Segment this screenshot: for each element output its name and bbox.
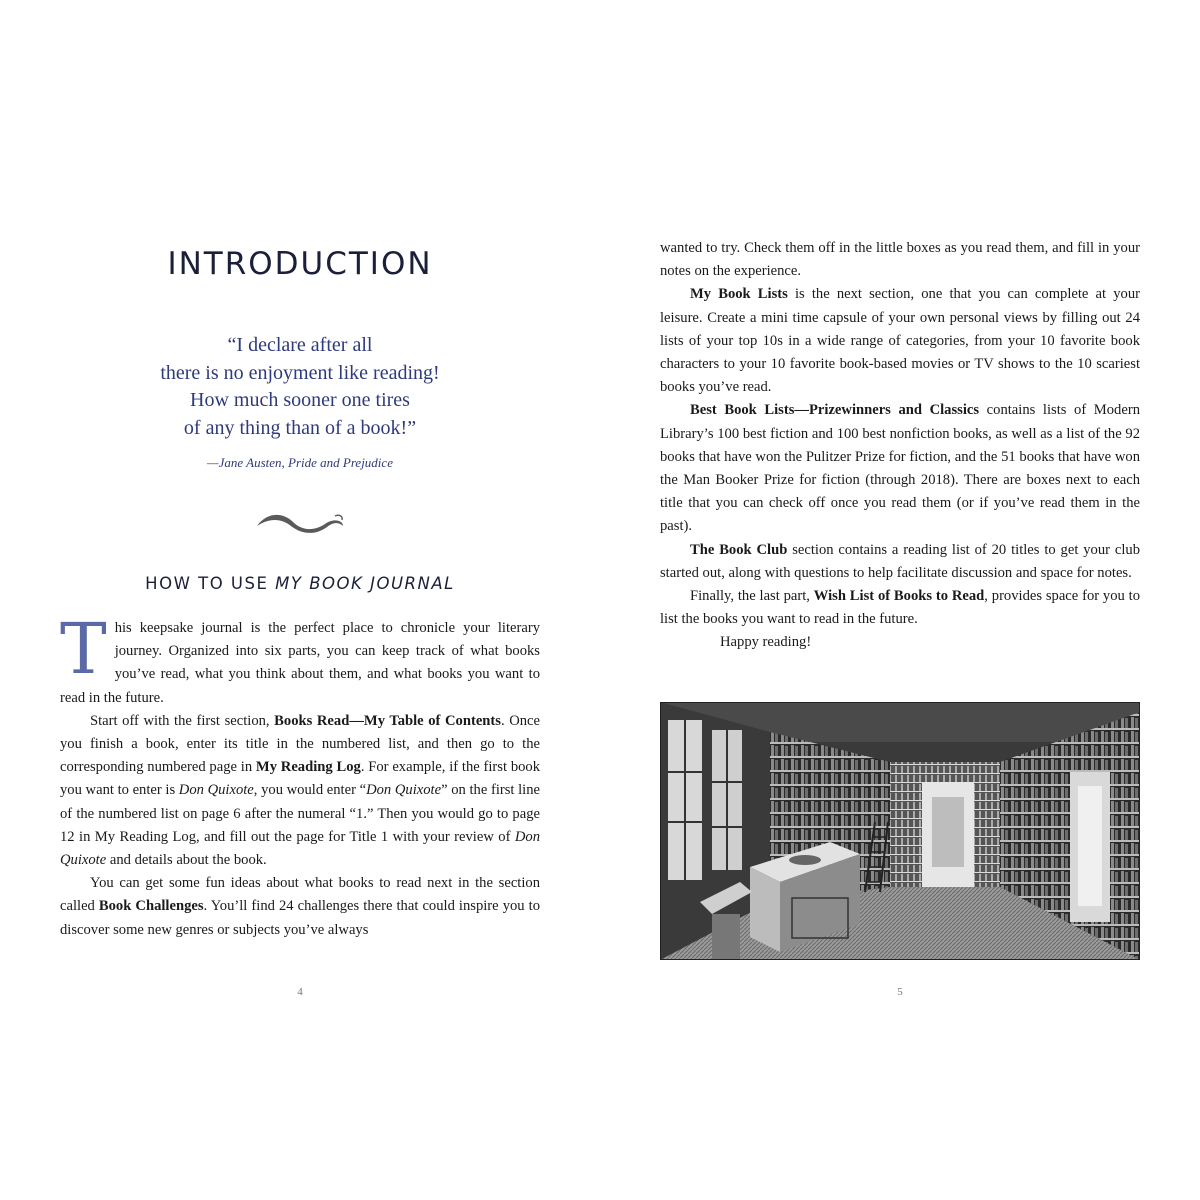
paragraph-text: section contains a reading list of 20 titles to get your club started out, along with questions to help facilitate discussion and space for notes. xyxy=(660,541,1140,581)
paragraph-text: Finally, the last part, xyxy=(690,588,814,605)
swash-flourish-icon xyxy=(253,506,347,540)
bold-term: Wish List of Books to Read xyxy=(813,588,985,605)
paragraph xyxy=(660,585,1140,631)
library-engraving-image xyxy=(660,702,1140,960)
paragraph-text: , provides space for you to list the books you want to read in the future. xyxy=(660,588,1140,628)
page-title: INTRODUCTION xyxy=(167,246,433,282)
section-heading-prefix: HOW TO USE xyxy=(145,574,276,593)
quote-line: How much sooner one tires xyxy=(190,389,410,411)
paragraph-text: . Once you finish a book, enter its title in the numbered list, and then go to the corresponding numbered page in xyxy=(60,712,540,776)
section-heading xyxy=(60,574,540,593)
bold-term: My Reading Log xyxy=(255,759,361,776)
left-body-text xyxy=(60,608,541,942)
italic-title: Don Quixote xyxy=(60,828,540,869)
bold-term: Books Read—My Table of Contents xyxy=(274,712,501,729)
paragraph-text: . For example, if the first book you want to enter is xyxy=(60,759,541,799)
paragraph-text: Start off with the first section, xyxy=(90,712,275,729)
epigraph-quote xyxy=(60,332,540,442)
paragraph xyxy=(60,872,540,942)
paragraph xyxy=(660,283,1140,399)
section-heading-italic: MY BOOK JOURNAL xyxy=(275,574,455,593)
paragraph-text: . You’ll find 24 challenges there that could inspire you to discover some new genres or subjects you’ve always xyxy=(60,898,541,938)
paragraph-text: and details about the book. xyxy=(106,852,267,869)
paragraph xyxy=(60,608,540,710)
paragraph xyxy=(60,710,540,872)
bold-term: My Book Lists xyxy=(690,286,788,303)
right-page xyxy=(660,0,1140,1200)
bold-term: Book Challenges xyxy=(98,898,204,915)
paragraph-text: , you would enter “ xyxy=(253,782,367,799)
drop-cap: T xyxy=(60,608,107,690)
bold-term: Best Book Lists—Prizewinners and Classics xyxy=(690,402,980,419)
left-page xyxy=(60,0,540,1200)
paragraph xyxy=(660,539,1140,585)
italic-title: Don Quixote xyxy=(366,782,442,799)
quote-attribution: —Jane Austen, Pride and Prejudice xyxy=(207,455,393,470)
page-number: 4 xyxy=(297,986,303,998)
paragraph-text: ” on the first line of the numbered list on page 6 after the numeral “1.” Then you would go to page 12 in My Reading Log, and fill out the page for Title 1 with your review of xyxy=(60,782,541,845)
right-body-text xyxy=(660,237,1140,655)
paragraph-text: contains lists of Modern Library’s 100 best fiction and 100 best nonfiction books, as well as a list of the 92 books that have won the Pulitzer Prize for fiction, and the 51 books that have won the Man Booker Prize for fiction (through 2018). There are boxes next to each title that you can check off once you read them (or if you’ve read them in the past). xyxy=(660,402,1140,535)
paragraph xyxy=(660,237,1140,283)
signoff: Happy reading! xyxy=(720,634,812,651)
library-interior-engraving xyxy=(660,702,1140,960)
paragraph-text: his keepsake journal is the perfect place to chronicle your literary journey. Organized into six parts, you can keep track of what books you’ve read, what you think about them, and what books you want to read in the future. xyxy=(60,620,540,706)
quote-line: of any thing than of a book!” xyxy=(183,416,417,439)
quote-line: “I declare after all xyxy=(227,334,373,356)
bold-term: The Book Club xyxy=(690,541,788,558)
page-number: 5 xyxy=(897,986,903,998)
paragraph-text: You can get some fun ideas about what books to read next in the section called xyxy=(60,875,540,915)
paragraph xyxy=(660,399,1140,538)
paragraph-text: is the next section, one that you can complete at your leisure. Create a mini time capsule of your own personal views by filling out 24 lists of your top 10s in a wide range of categories, from your 10 favorite book characters to your 10 favorite book-based movies or TV shows to the 10 scariest books you’ve read. xyxy=(660,286,1140,396)
italic-title: Don Quixote xyxy=(178,782,254,799)
quote-line: there is no enjoyment like reading! xyxy=(160,361,440,384)
paragraph-text: wanted to try. Check them off in the little boxes as you read them, and fill in your notes on the experience. xyxy=(660,240,1140,280)
